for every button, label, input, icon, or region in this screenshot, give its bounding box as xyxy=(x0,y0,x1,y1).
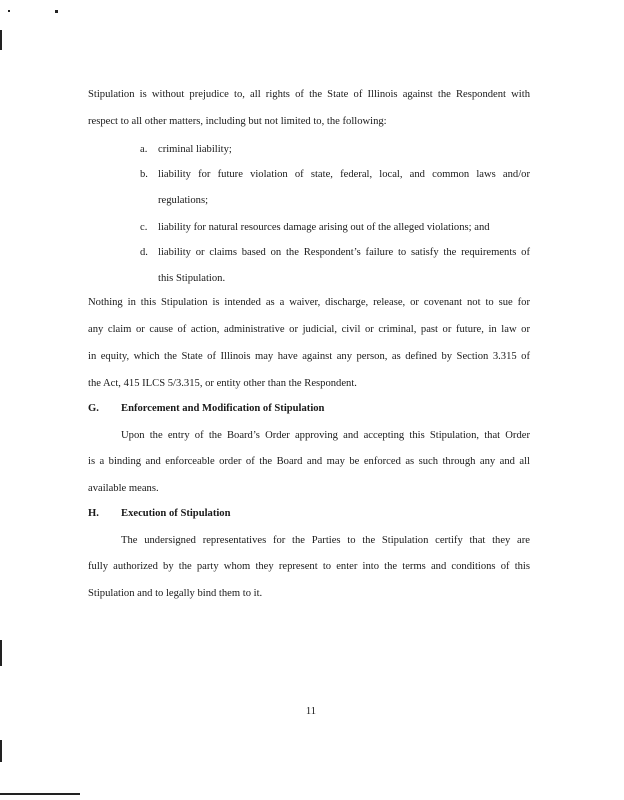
list-marker: b. xyxy=(140,169,148,180)
list-item xyxy=(140,246,530,260)
paragraph-line: Upon the entry of the Board’s Order approving and accepting this Stipulation, that Order xyxy=(121,430,530,441)
paragraph-line: is a binding and enforceable order of the Board and may be enforced as such through any and all xyxy=(88,456,530,467)
scan-artifact xyxy=(55,10,58,13)
paragraph-line: available means. xyxy=(88,483,159,494)
section-heading-g xyxy=(88,402,324,416)
page-number: 11 xyxy=(305,706,317,717)
list-marker: d. xyxy=(140,247,148,258)
paragraph-line: Stipulation and to legally bind them to it. xyxy=(88,588,263,599)
list-item xyxy=(140,168,530,182)
list-marker: c. xyxy=(140,222,148,233)
scan-artifact xyxy=(0,640,2,666)
scan-artifact xyxy=(0,793,80,795)
list-item-text: liability for natural resources damage arising out of the alleged violations; and xyxy=(158,222,490,233)
paragraph-line: the Act, 415 ILCS 5/3.315, or entity other than the Respondent. xyxy=(88,378,357,389)
scan-artifact xyxy=(0,30,2,50)
list-item-text: liability or claims based on the Respondent’s failure to satisfy the requirements of xyxy=(158,247,530,258)
paragraph-line: any claim or cause of action, administrative or judicial, civil or criminal, past or future, in law or xyxy=(88,324,530,335)
list-item-continuation: this Stipulation. xyxy=(158,273,226,284)
section-title: Execution of Stipulation xyxy=(121,508,231,519)
paragraph-line: The undersigned representatives for the Parties to the Stipulation certify that they are xyxy=(121,535,530,546)
list-item xyxy=(140,221,490,235)
scan-artifact xyxy=(8,10,10,12)
paragraph-line: respect to all other matters, including but not limited to, the following: xyxy=(88,116,387,127)
list-item-continuation: regulations; xyxy=(158,195,209,206)
section-letter: G. xyxy=(88,403,99,414)
section-heading-h xyxy=(88,507,231,521)
list-item xyxy=(140,143,232,157)
section-title: Enforcement and Modification of Stipulation xyxy=(121,403,325,414)
list-marker: a. xyxy=(140,144,148,155)
paragraph-line: fully authorized by the party whom they represent to enter into the terms and conditions of this xyxy=(88,561,530,572)
paragraph-line: in equity, which the State of Illinois may have against any person, as defined by Section 3.315 of xyxy=(88,351,530,362)
section-letter: H. xyxy=(88,508,99,519)
list-item-text: liability for future violation of state, federal, local, and common laws and/or xyxy=(158,169,530,180)
scan-artifact xyxy=(0,740,2,762)
paragraph-line: Nothing in this Stipulation is intended as a waiver, discharge, release, or covenant not to sue for xyxy=(88,297,530,308)
paragraph-line: Stipulation is without prejudice to, all rights of the State of Illinois against the Respondent with xyxy=(88,89,530,100)
list-item-text: criminal liability; xyxy=(158,144,232,155)
